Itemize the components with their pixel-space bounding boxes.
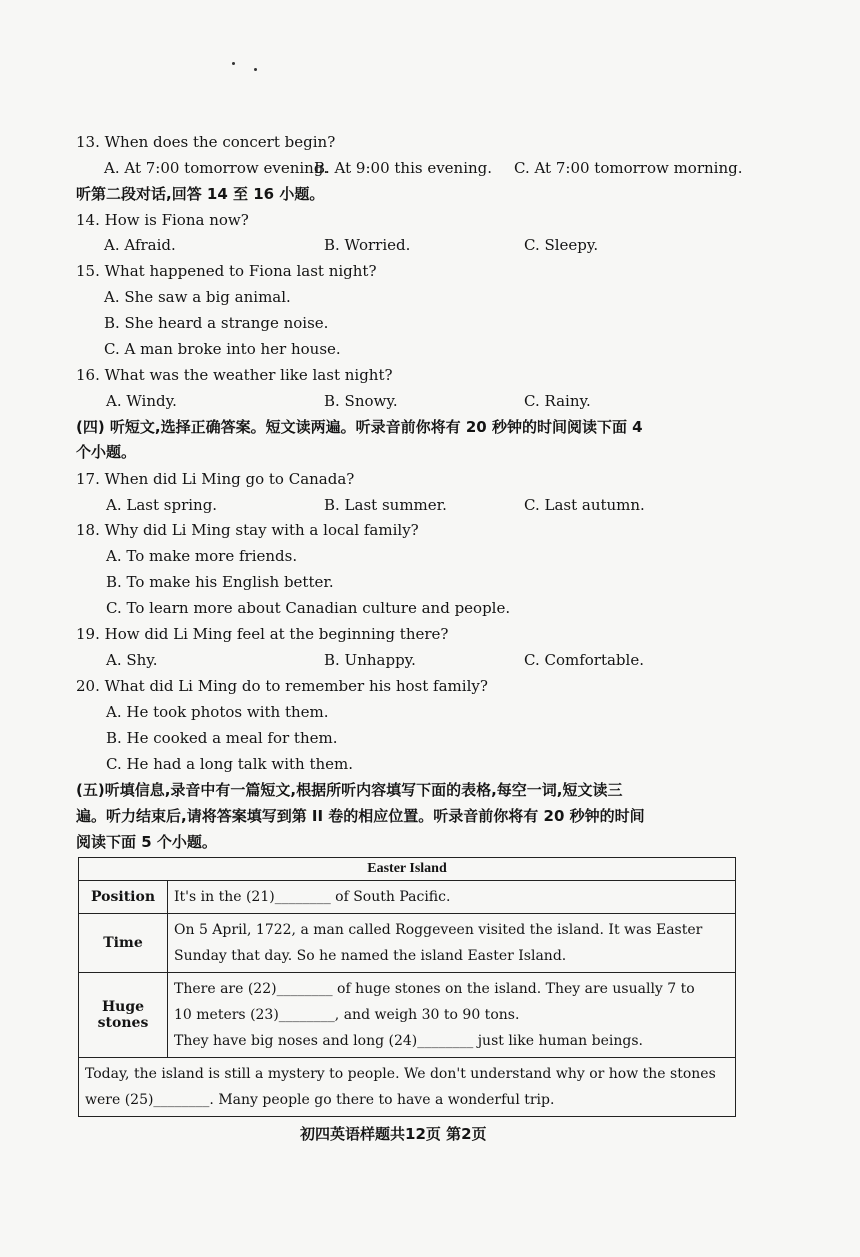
q14-option-c: C. Sleepy. bbox=[524, 236, 599, 254]
q16-option-a: A. Windy. bbox=[106, 392, 177, 410]
q15-option-c: C. A man broke into her house. bbox=[104, 340, 341, 358]
question-13: 13. When does the concert begin? bbox=[76, 133, 336, 151]
q19-option-b: B. Unhappy. bbox=[324, 651, 416, 669]
q18-option-a: A. To make more friends. bbox=[106, 547, 298, 565]
q17-option-c: C. Last autumn. bbox=[524, 496, 645, 514]
time-text-2: Sunday that day. So he named the island Easter Island. bbox=[174, 948, 567, 964]
stones-text-1: There are (22)________ of huge stones on the island. They are usually 7 to bbox=[174, 981, 695, 997]
section-4-intro: (四) 听短文,选择正确答案。短文读两遍。听录音前你将有 20 秒钟的时间阅读下面 4 bbox=[76, 418, 643, 436]
position-text: It's in the (21)________ of South Pacific. bbox=[174, 889, 451, 905]
question-18: 18. Why did Li Ming stay with a local family? bbox=[76, 521, 419, 539]
table-title: Easter Island bbox=[79, 858, 736, 881]
q16-option-c: C. Rainy. bbox=[524, 392, 591, 410]
stones-text-2: 10 meters (23)________, and weigh 30 to 90 tons. bbox=[174, 1007, 520, 1023]
q18-option-b: B. To make his English better. bbox=[106, 573, 334, 591]
q20-option-a: A. He took photos with them. bbox=[106, 703, 329, 721]
time-cell bbox=[168, 914, 736, 973]
section-5-intro-cont: 遍。听力结束后,请将答案填写到第 II 卷的相应位置。听录音前你将有 20 秒钟的时间 bbox=[76, 807, 645, 825]
q14-option-b: B. Worried. bbox=[324, 236, 411, 254]
question-15: 15. What happened to Fiona last night? bbox=[76, 262, 377, 280]
summary-cell bbox=[79, 1058, 736, 1117]
q15-option-b: B. She heard a strange noise. bbox=[104, 314, 329, 332]
easter-island-table bbox=[78, 857, 736, 1117]
position-label: Position bbox=[79, 881, 168, 914]
q13-option-a: A. At 7:00 tomorrow evening. bbox=[104, 159, 329, 177]
q20-option-b: B. He cooked a meal for them. bbox=[106, 729, 338, 747]
q13-option-b: B. At 9:00 this evening. bbox=[314, 159, 493, 177]
q13-option-c: C. At 7:00 tomorrow morning. bbox=[514, 159, 743, 177]
summary-text-1: Today, the island is still a mystery to people. We don't understand why or how the stones bbox=[85, 1066, 716, 1082]
page-footer: 初四英语样题共12页 第2页 bbox=[300, 1125, 487, 1143]
time-label: Time bbox=[79, 914, 168, 973]
q15-option-a: A. She saw a big animal. bbox=[104, 288, 291, 306]
question-19: 19. How did Li Ming feel at the beginning there? bbox=[76, 625, 449, 643]
stones-label: Huge stones bbox=[79, 973, 168, 1058]
summary-text-2: were (25)________. Many people go there to have a wonderful trip. bbox=[85, 1092, 555, 1108]
q17-option-a: A. Last spring. bbox=[106, 496, 218, 514]
question-14: 14. How is Fiona now? bbox=[76, 211, 249, 229]
question-20: 20. What did Li Ming do to remember his host family? bbox=[76, 677, 488, 695]
time-text-1: On 5 April, 1722, a man called Roggeveen visited the island. It was Easter bbox=[174, 922, 703, 938]
position-cell bbox=[168, 881, 736, 914]
section-4-intro-cont: 个小题。 bbox=[76, 443, 137, 461]
scan-speck bbox=[254, 68, 257, 71]
question-16: 16. What was the weather like last night? bbox=[76, 366, 393, 384]
q14-option-a: A. Afraid. bbox=[104, 236, 176, 254]
q19-option-a: A. Shy. bbox=[106, 651, 158, 669]
scan-speck bbox=[232, 62, 235, 65]
stones-cell bbox=[168, 973, 736, 1058]
section-2-intro: 听第二段对话,回答 14 至 16 小题。 bbox=[76, 185, 325, 203]
section-5-intro-end: 阅读下面 5 个小题。 bbox=[76, 833, 217, 851]
q16-option-b: B. Snowy. bbox=[324, 392, 398, 410]
q19-option-c: C. Comfortable. bbox=[524, 651, 644, 669]
section-5-intro: (五)听填信息,录音中有一篇短文,根据所听内容填写下面的表格,每空一词,短文读三 bbox=[76, 781, 623, 799]
q20-option-c: C. He had a long talk with them. bbox=[106, 755, 354, 773]
stones-text-3: They have big noses and long (24)________ just like human beings. bbox=[174, 1033, 643, 1049]
q17-option-b: B. Last summer. bbox=[324, 496, 447, 514]
question-17: 17. When did Li Ming go to Canada? bbox=[76, 470, 355, 488]
q18-option-c: C. To learn more about Canadian culture and people. bbox=[106, 599, 511, 617]
